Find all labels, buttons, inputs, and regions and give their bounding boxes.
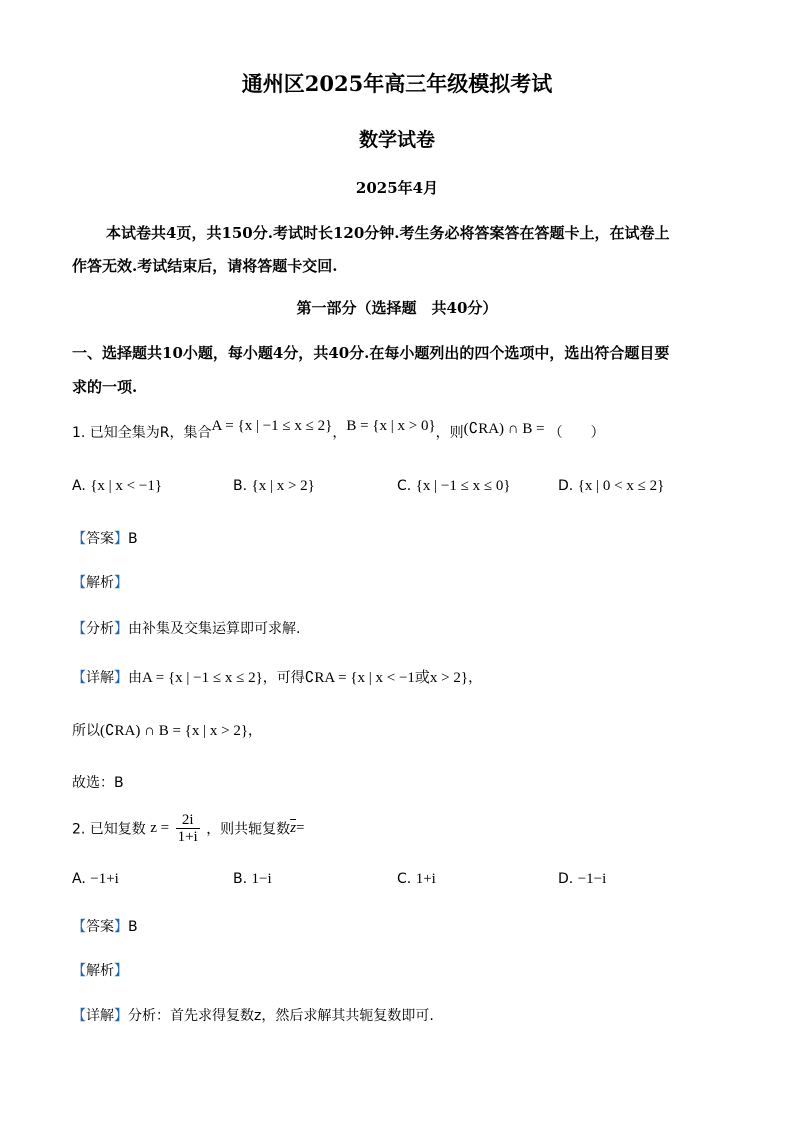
bracket-open: 【 [72,575,86,591]
question-2-eq: = [296,820,305,836]
exam-date: 2025年4月 [355,179,439,197]
section-intro-line-2: 求的一项. [72,378,138,396]
question-2-answer [72,916,138,936]
question-1-answer [72,528,138,548]
question-2-zbar: $\overline{z}$ [290,820,297,836]
bracket-close: 】 [114,963,128,979]
so-end: ， [248,723,263,739]
detail-tag: 详解 [86,1008,114,1024]
question-1-paren: （ ） [548,425,605,441]
question-1-option-a [72,478,162,495]
bracket-open: 【 [72,919,86,935]
bracket-close: 】 [114,670,128,686]
bracket-close: 】 [114,575,128,591]
option-letter: B. [233,478,248,494]
detail-end: ， [468,670,483,686]
question-1-comma: ， [332,425,347,441]
fenxi-text: 由补集及交集运算即可求解. [128,621,301,637]
detail-tag: 详解 [86,670,114,686]
option-value: −1−i [577,871,607,887]
option-letter: A. [72,871,86,887]
option-value: {x | −1 ≤ x ≤ 0} [415,478,511,494]
detail-prefix: 由 [128,670,142,686]
question-1-option-d [558,478,664,495]
section-intro-line-1: 一、选择题共10小题，每小题4分，共40分.在每小题列出的四个选项中，选出符合题目要 [72,344,670,362]
analysis-tag: 解析 [86,963,114,979]
bracket-close: 】 [114,621,128,637]
question-2-option-a [72,871,119,888]
section-heading: 第一部分（选择题 共40分） [296,299,498,317]
question-1-fenxi [72,618,300,638]
fraction-numerator: 2i [176,812,200,829]
option-letter: D. [558,478,574,494]
answer-value: B [128,531,138,547]
option-value: {x | 0 < x ≤ 2} [577,478,665,494]
detail-result: ∁RA = {x | x < −1或x > 2} [304,670,469,686]
question-1-choose: 故选：B [72,775,124,791]
bracket-open: 【 [72,670,86,686]
bracket-open: 【 [72,621,86,637]
question-1-then: ，则 [435,425,464,441]
option-value: 1+i [415,871,436,887]
question-1-set-a: A = {x | −1 ≤ x ≤ 2} [211,418,333,434]
question-1-so [72,720,262,740]
detail-text: 分析：首先求得复数z，然后求解其共轭复数即可. [128,1008,434,1024]
answer-tag: 答案 [86,919,114,935]
so-expression: (∁RA) ∩ B = {x | x > 2} [100,723,249,739]
question-2-option-b [233,871,272,888]
answer-tag: 答案 [86,531,114,547]
answer-value: B [128,919,138,935]
option-value: −1+i [90,871,119,887]
fraction-denominator: 1+i [177,829,198,845]
question-1-analysis [72,572,128,592]
bracket-open: 【 [72,963,86,979]
question-2-option-d [558,871,606,888]
option-value: 1−i [251,871,272,887]
question-1-option-c [397,478,511,495]
detail-set: A = {x | −1 ≤ x ≤ 2} [142,670,263,686]
analysis-tag: 解析 [86,575,114,591]
instructions-line-1: 本试卷共4页，共150分.考试时长120分钟.考生务必将答案答在答题卡上，在试卷上 [106,224,670,242]
instructions-line-2: 作答无效.考试结束后，请将答题卡交回. [72,257,338,275]
bracket-close: 】 [114,1008,128,1024]
so-prefix: 所以 [72,723,100,739]
question-2-mid: ，则共轭复数 [206,821,291,838]
option-value: {x | x > 2} [251,478,315,494]
question-2-detail [72,1005,434,1025]
question-2-option-c [397,871,436,888]
bracket-open: 【 [72,531,86,547]
question-2-fraction [176,812,200,845]
question-1-expression: (∁RA) ∩ B = [463,421,545,437]
bracket-open: 【 [72,1008,86,1024]
question-2-z-eq: z = [150,820,170,836]
question-2-analysis [72,960,128,980]
question-1-option-b [233,478,315,495]
bracket-close: 】 [114,919,128,935]
exam-subtitle: 数学试卷 [358,129,435,151]
option-letter: D. [558,871,574,887]
question-1-set-b: B = {x | x > 0} [346,418,436,434]
question-1-prefix: 1. 已知全集为R，集合 [72,425,212,441]
option-letter: A. [72,478,86,494]
option-letter: B. [233,871,248,887]
bracket-close: 】 [114,531,128,547]
question-1-detail [72,666,482,687]
question-1-stem [72,418,605,442]
exam-title: 通州区2025年高三年级模拟考试 [241,71,553,96]
detail-mid: ，可得 [262,670,305,686]
question-2-stem [72,812,305,845]
option-value: {x | x < −1} [90,478,163,494]
option-letter: C. [397,871,412,887]
question-2-prefix: 2. 已知复数 [72,821,146,838]
option-letter: C. [397,478,412,494]
fenxi-tag: 分析 [86,621,114,637]
